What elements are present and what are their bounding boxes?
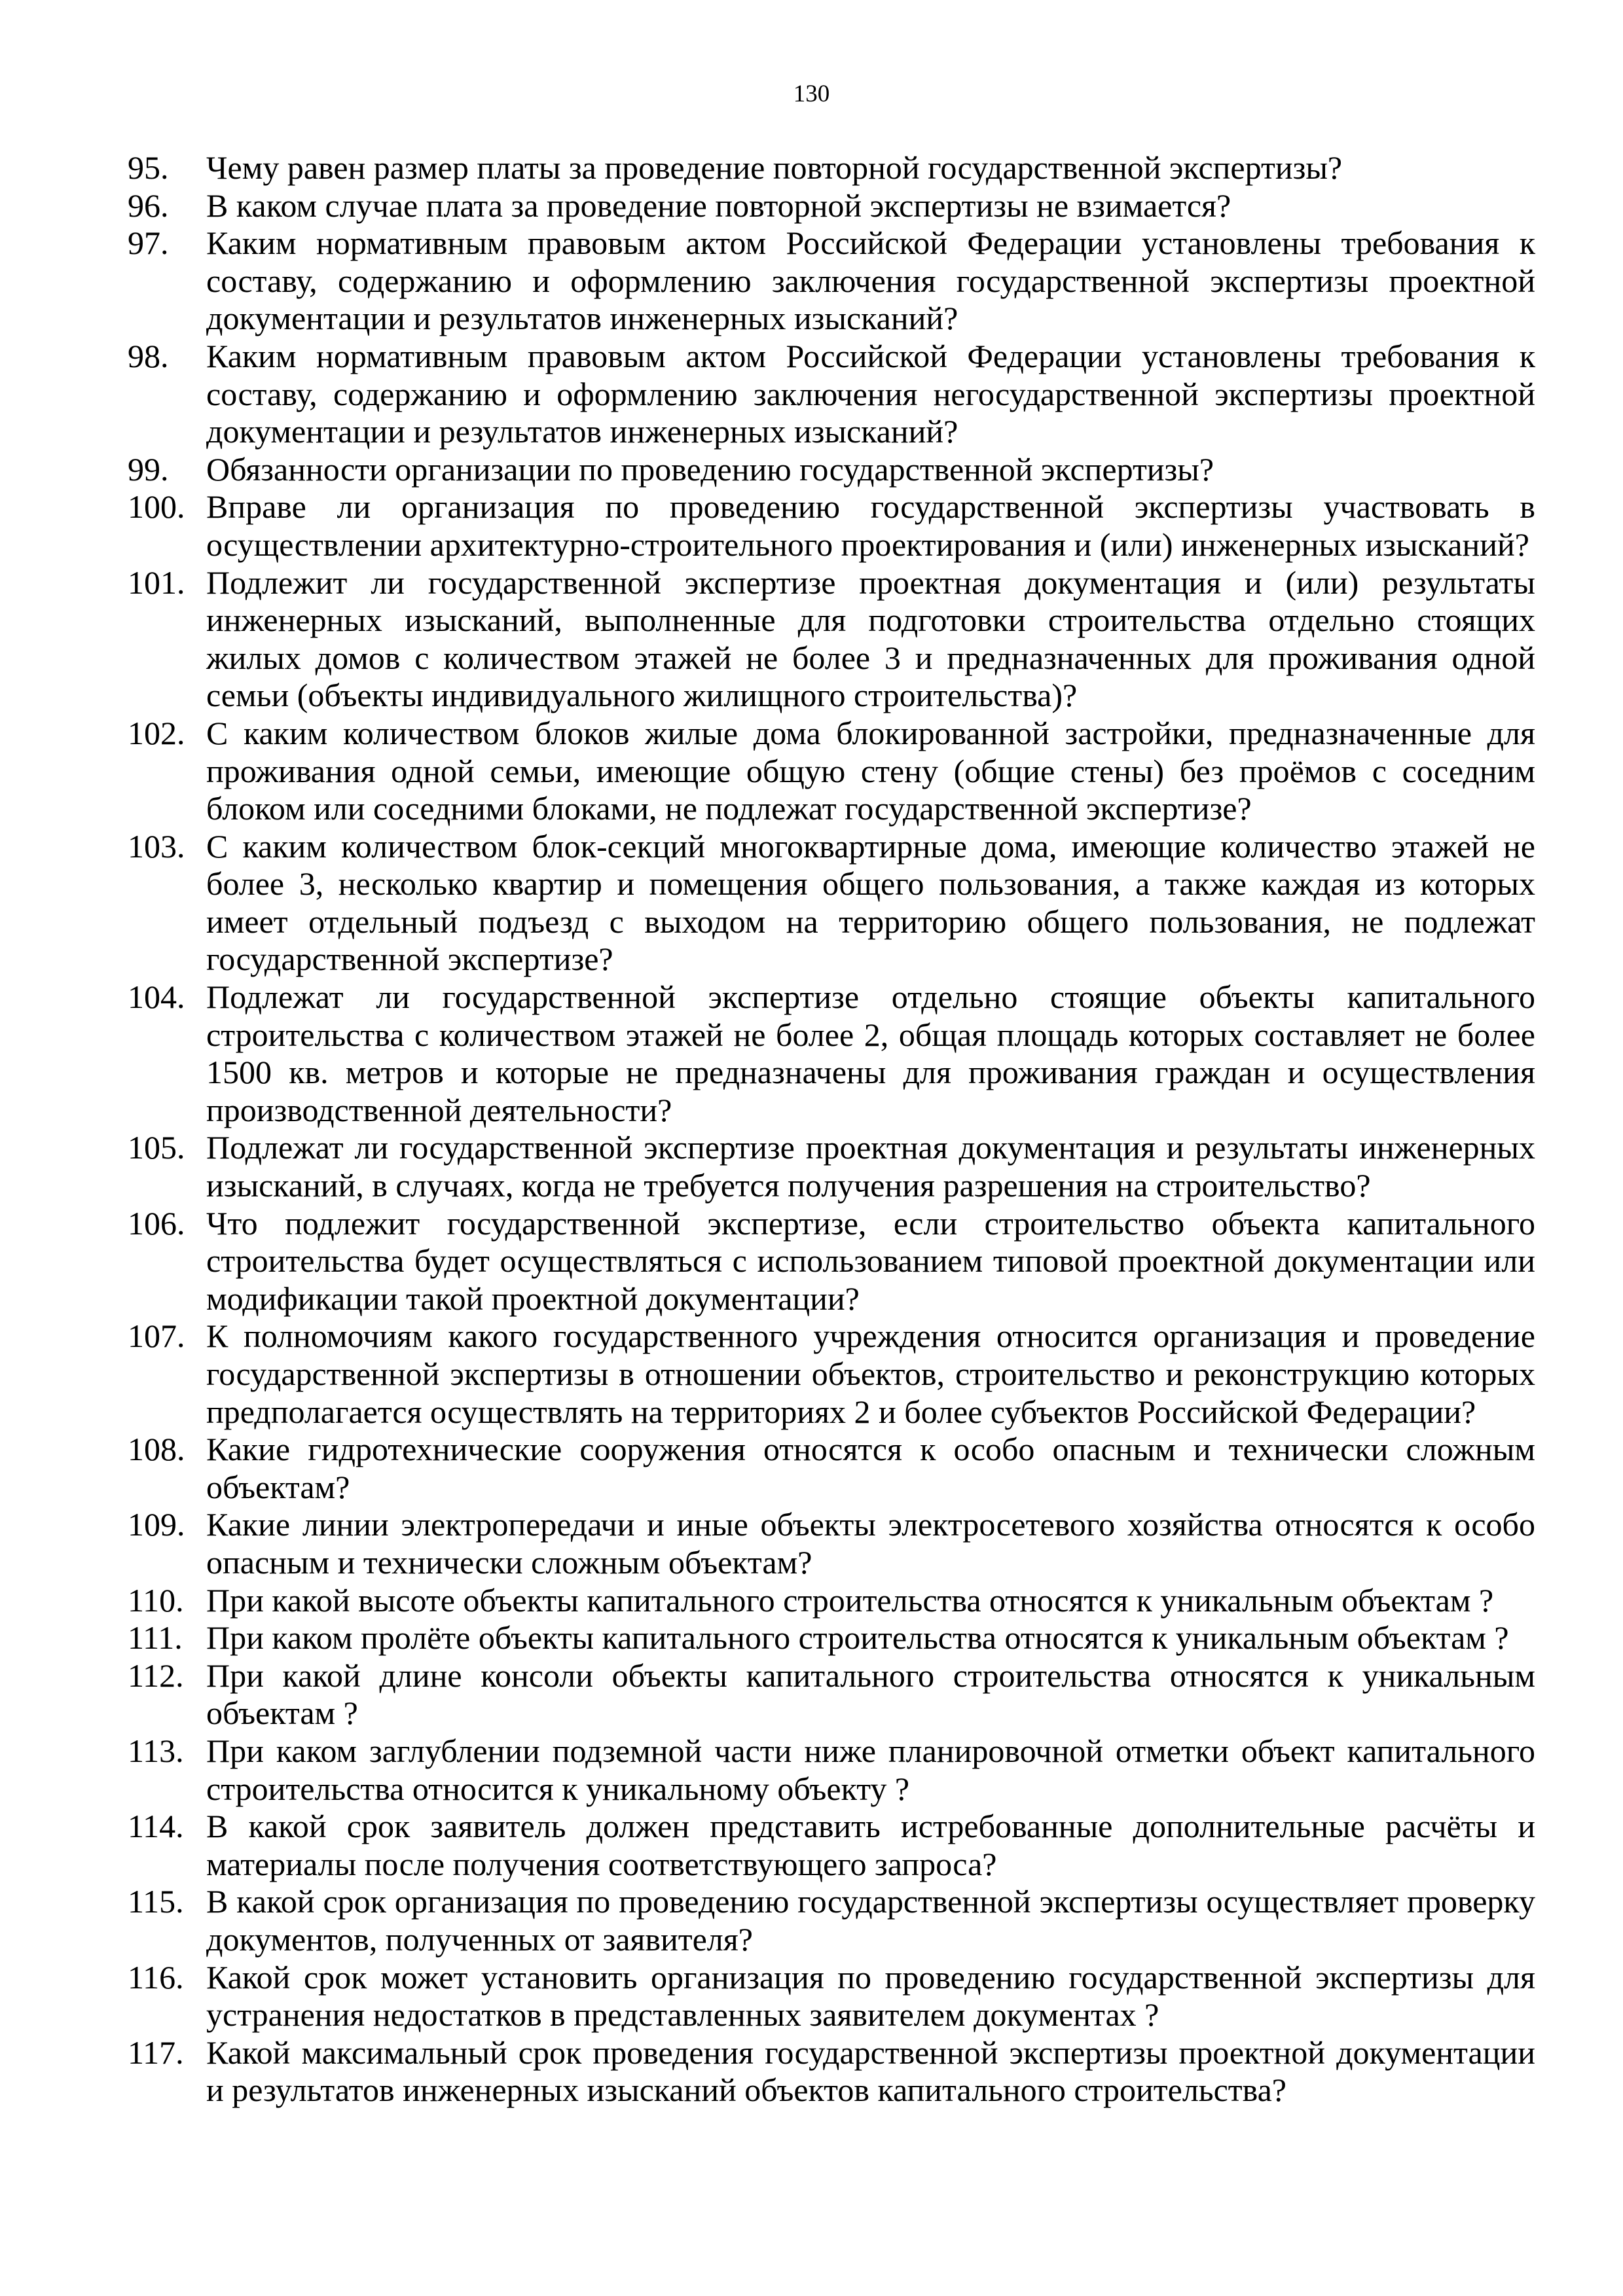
question-text: Каким нормативным правовым актом Российской Федерации установлены требования к составу, содержанию и оформлению заключения негосударственной экспертизы проектной документации и результатов инженерных изысканий?	[206, 337, 1535, 450]
question-text: С каким количеством блоков жилые дома блокированной застройки, предназначенные для проживания одной семьи, имеющие общую стену (общие стены) без проёмов с соседним блоком или соседними блоками, не подлежат государственной экспертизе?	[206, 714, 1535, 827]
question-text: В какой срок организация по проведению государственной экспертизы осуществляет проверку документов, полученных от заявителя?	[206, 1883, 1535, 1958]
question-number: 101.	[128, 564, 185, 601]
question-text: Чему равен размер платы за проведение повторной государственной экспертизы?	[206, 149, 1343, 186]
question-item	[128, 564, 1535, 715]
question-text: К полномочиям какого государственного учреждения относится организация и проведение государственной экспертизы в отношении объектов, строительство и реконструкцию которых предполагается осуществлять на территориях 2 и более субъектов Российской Федерации?	[206, 1318, 1535, 1430]
question-number: 108.	[128, 1431, 185, 1468]
question-number: 107.	[128, 1318, 185, 1355]
question-number: 102.	[128, 714, 185, 751]
question-number: 110.	[128, 1581, 184, 1619]
question-text: В какой срок заявитель должен представить истребованные дополнительные расчёты и материалы после получения соответствующего запроса?	[206, 1808, 1535, 1882]
question-item	[128, 1619, 1535, 1657]
question-number: 112.	[128, 1657, 184, 1694]
question-item	[128, 187, 1535, 225]
question-text: Обязанности организации по проведению государственной экспертизы?	[206, 450, 1214, 488]
question-number: 115.	[128, 1883, 184, 1920]
question-text: С каким количеством блок-секций многоквартирные дома, имеющие количество этажей не более 3, несколько квартир и помещения общего пользования, а также каждая из которых имеет отдельный подъезд с выходом на территорию общего пользования, не подлежат государственной экспертизе?	[206, 827, 1535, 978]
question-text: В каком случае плата за проведение повторной экспертизы не взимается?	[206, 187, 1231, 224]
question-number: 98.	[128, 337, 169, 374]
question-number: 116.	[128, 1958, 184, 1996]
question-item	[128, 1129, 1535, 1204]
question-number: 106.	[128, 1204, 185, 1242]
question-text: Вправе ли организация по проведению государственной экспертизы участвовать в осуществлении архитектурно-строительного проектирования и (или) инженерных изысканий?	[206, 488, 1535, 563]
question-item	[128, 451, 1535, 489]
question-text: При каком заглублении подземной части ниже планировочной отметки объект капитального строительства относится к уникальному объекту ?	[206, 1732, 1535, 1807]
question-text: Какой срок может установить организация по проведению государственной экспертизы для устранения недостатков в представленных заявителем документах ?	[206, 1958, 1535, 2034]
question-text: При какой длине консоли объекты капитального строительства относятся к уникальным объектам ?	[206, 1657, 1535, 1732]
page-number: 130	[793, 81, 830, 107]
question-item	[128, 224, 1535, 338]
question-number: 104.	[128, 978, 185, 1016]
question-text: Какой максимальный срок проведения государственной экспертизы проектной документации и результатов инженерных изысканий объектов капитального строительства?	[206, 2034, 1535, 2109]
question-item	[128, 1732, 1535, 1808]
question-number: 113.	[128, 1732, 184, 1769]
question-text: Каким нормативным правовым актом Российской Федерации установлены требования к составу, содержанию и оформлению заключения государственной экспертизы проектной документации и результатов инженерных изысканий?	[206, 224, 1535, 337]
question-item	[128, 488, 1535, 564]
question-item	[128, 1582, 1535, 1620]
question-item	[128, 1959, 1535, 2034]
question-item	[128, 1883, 1535, 1958]
question-item	[128, 715, 1535, 828]
question-number: 95.	[128, 149, 169, 186]
question-item	[128, 1205, 1535, 1318]
question-item	[128, 2034, 1535, 2109]
question-text: При каком пролёте объекты капитального строительства относятся к уникальным объектам ?	[206, 1619, 1509, 1657]
question-text: Какие линии электропередачи и иные объекты электросетевого хозяйства относятся к особо опасным и технически сложным объектам?	[206, 1506, 1535, 1581]
question-item	[128, 1318, 1535, 1431]
question-number: 100.	[128, 488, 185, 526]
question-number: 97.	[128, 224, 169, 262]
question-item	[128, 1506, 1535, 1581]
question-item	[128, 149, 1535, 187]
question-list	[128, 149, 1535, 2109]
question-number: 109.	[128, 1506, 185, 1543]
question-item	[128, 1657, 1535, 1732]
question-text: Подлежат ли государственной экспертизе проектная документация и результаты инженерных изысканий, в случаях, когда не требуется получения разрешения на строительство?	[206, 1129, 1535, 1204]
question-item	[128, 1431, 1535, 1506]
question-text: Какие гидротехнические сооружения относятся к особо опасным и технически сложным объектам?	[206, 1431, 1535, 1505]
question-item	[128, 828, 1535, 978]
question-text: Что подлежит государственной экспертизе, если строительство объекта капитального строительства будет осуществляться с использованием типовой проектной документации или модификации такой проектной документации?	[206, 1204, 1535, 1317]
question-number: 103.	[128, 827, 185, 865]
question-text: Подлежит ли государственной экспертизе проектная документация и (или) результаты инженерных изысканий, выполненные для подготовки строительства отдельно стоящих жилых домов с количеством этажей не более 3 и предназначенных для проживания одной семьи (объекты индивидуального жилищного строительства)?	[206, 564, 1535, 714]
question-number: 117.	[128, 2034, 184, 2071]
question-number: 105.	[128, 1129, 185, 1166]
question-number: 114.	[128, 1808, 184, 1845]
question-number: 99.	[128, 450, 169, 488]
question-item	[128, 978, 1535, 1129]
question-number: 111.	[128, 1619, 183, 1657]
question-item	[128, 1808, 1535, 1883]
question-text: При какой высоте объекты капитального строительства относятся к уникальным объектам ?	[206, 1581, 1494, 1619]
question-item	[128, 338, 1535, 451]
question-text: Подлежат ли государственной экспертизе отдельно стоящие объекты капитального строительства с количеством этажей не более 2, общая площадь которых составляет не более 1500 кв. метров и которые не предназначены для проживания граждан и осуществления производственной деятельности?	[206, 978, 1535, 1128]
question-number: 96.	[128, 187, 169, 224]
